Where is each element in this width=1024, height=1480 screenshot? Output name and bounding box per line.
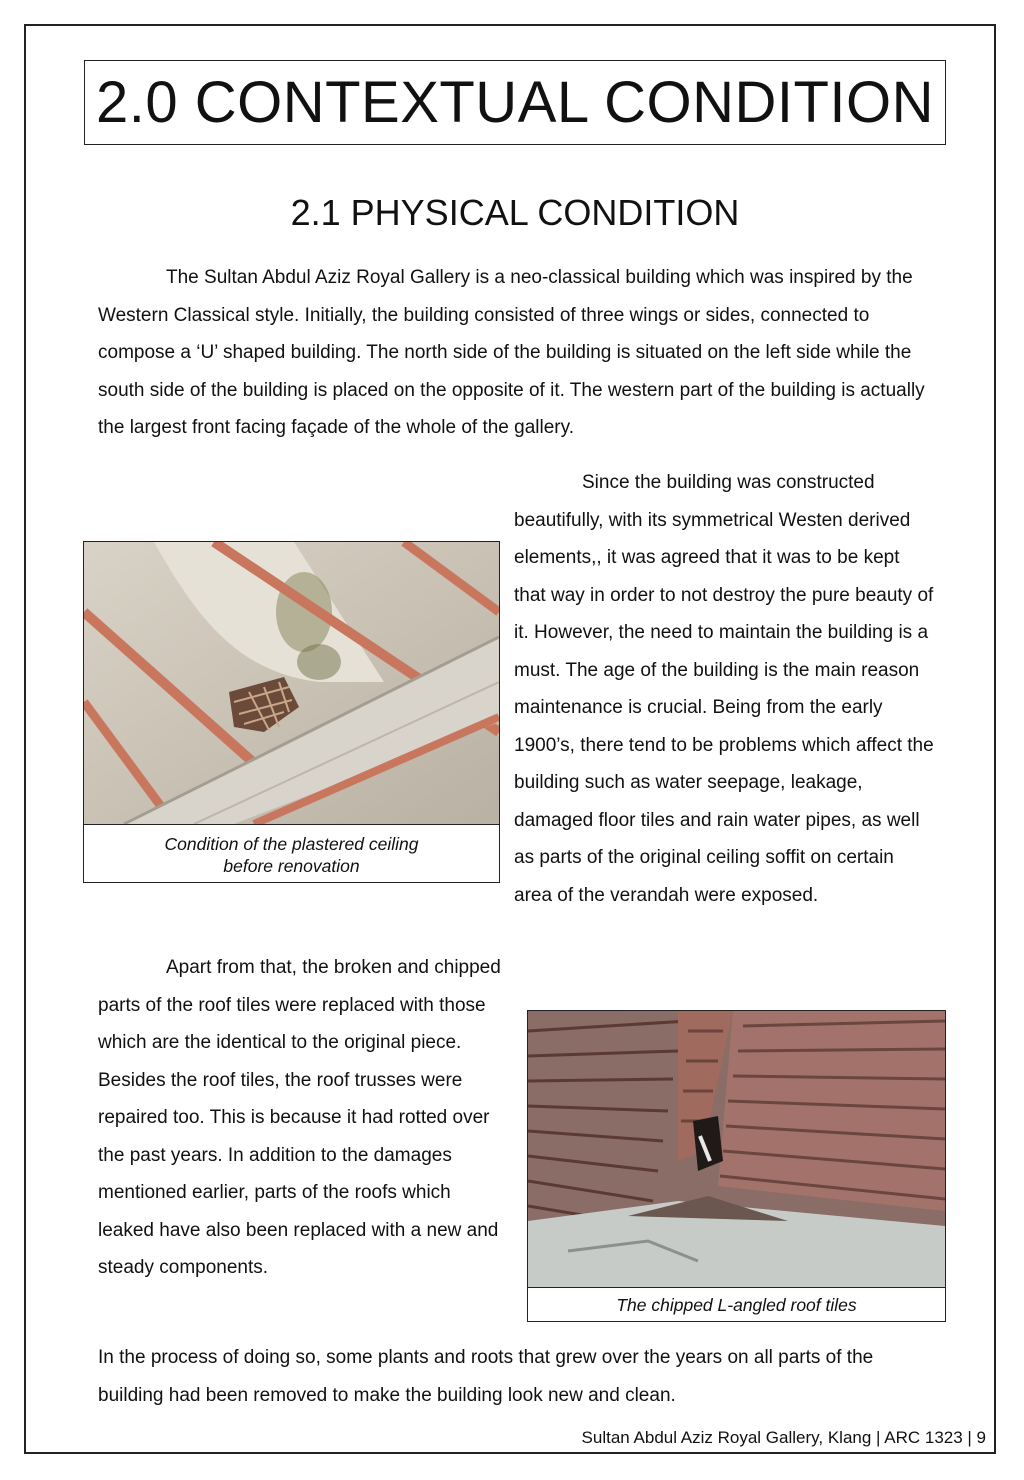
paragraph-cleanup-text: In the process of doing so, some plants and roots that grew over the years on all parts of the building had been removed to make the building look new and clean. — [98, 1347, 874, 1406]
section-heading: 2.1 PHYSICAL CONDITION — [290, 192, 740, 233]
paragraph-roof — [98, 949, 510, 1287]
roof-figure — [527, 1010, 946, 1322]
roof-photo — [528, 1011, 945, 1287]
paragraph-maintenance-text: Since the building was constructed beautifully, with its symmetrical Westen derived elements,, it was agreed that it was to be kept that way in order to not destroy the pure beauty of it. However, the need to maintain the building is a must. The age of the building is the main reason maintenance is crucial. Being from the early 1900’s, there tend to be problems which affect the building such as water seepage, leakage, damaged floor tiles and rain water pipes, as well as parts of the original ceiling soffit on certain area of the verandah were exposed. — [514, 472, 934, 906]
page-title: 2.0 CONTEXTUAL CONDITION — [95, 70, 935, 135]
paragraph-intro — [98, 259, 940, 447]
paragraph-intro-text: The Sultan Abdul Aziz Royal Gallery is a neo-classical building which was inspired by the Western Classical style. Initially, the building consisted of three wings or sides, connected to compose a ‘U’ shaped building. The north side of the building is situated on the left side while the south side of the building is placed on the opposite of it. The western part of the building is actually the largest front facing façade of the whole of the gallery. — [98, 267, 925, 438]
paragraph-maintenance — [514, 464, 934, 914]
ceiling-caption-line1: Condition of the plastered ceiling — [164, 834, 419, 854]
page-footer: Sultan Abdul Aziz Royal Gallery, Klang | ARC 1323 | 9 — [581, 1428, 986, 1447]
ceiling-photo — [84, 542, 499, 824]
title-box — [84, 60, 946, 145]
roof-caption: The chipped L-angled roof tiles — [528, 1287, 945, 1321]
ceiling-caption-line2: before renovation — [223, 856, 360, 876]
ceiling-caption — [84, 824, 499, 883]
ceiling-figure — [83, 541, 500, 883]
paragraph-roof-text: Apart from that, the broken and chipped parts of the roof tiles were replaced with those which are the identical to the original piece. Besides the roof tiles, the roof trusses were repaired too. This is because it had rotted over the past years. In addition to the damages mentioned earlier, parts of the roofs which leaked have also been replaced with a new and steady components. — [98, 957, 501, 1278]
paragraph-cleanup — [98, 1339, 940, 1414]
